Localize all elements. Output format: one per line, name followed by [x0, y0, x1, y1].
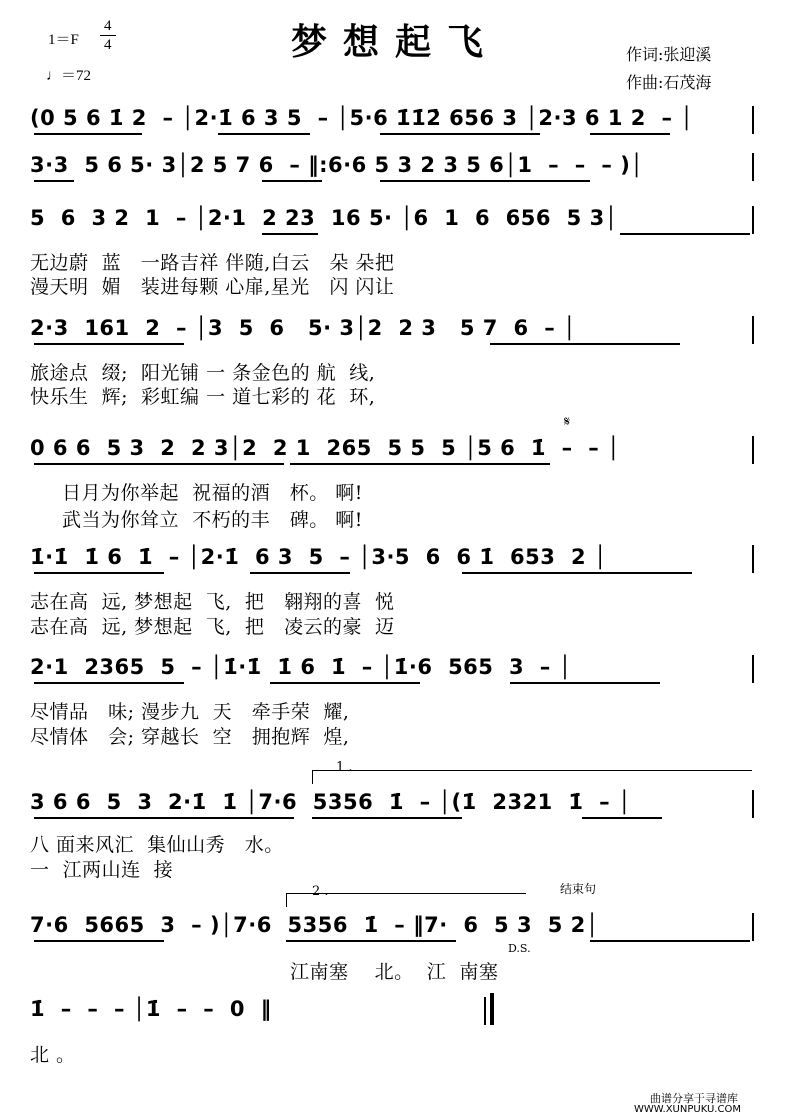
lyricist-credit: 作词:张迎溪 [626, 45, 712, 64]
barline [752, 655, 754, 683]
tempo-marking: ♩＝72 [46, 68, 92, 84]
music-line-4: 2·3 161 2 – │3 5 6 5· 3│2 2 3 5 7 6 – │ [30, 316, 577, 340]
beam-line [34, 682, 184, 684]
volta-2-bracket-left [286, 893, 287, 907]
footer-url: WWW.XUNPUKU.COM [634, 1104, 741, 1115]
volta-1-bracket [312, 770, 752, 771]
beam-line [312, 817, 462, 819]
lyric-v2-row1: 漫天明 媚 装进每颗 心扉,星光 闪 闪让 [30, 276, 395, 298]
music-line-3: 5 6 3 2 1 – │2·1 2 23 16 5· │6 1 6 656 5 3│ [30, 206, 618, 230]
song-title: 梦想起飞 [290, 21, 499, 63]
time-signature-top: 4 [104, 18, 112, 34]
beam-line [34, 817, 294, 819]
beam-line [380, 180, 590, 182]
beam-line [590, 133, 670, 135]
beam-line [262, 180, 322, 182]
lyric-v1-row2: 旅途点 缀; 阳光铺 一 条金色的 航 线, [30, 362, 376, 384]
beam-line [270, 682, 420, 684]
lyric-v1-row6: 八 面来风汇 集仙山秀 水。 [30, 834, 284, 856]
beam-line [218, 133, 310, 135]
volta-2-label: 2 . [312, 884, 329, 899]
ds-marking: D.S. [508, 942, 531, 955]
beam-line [34, 463, 284, 465]
music-line-2: 3·3 5 6 5· 3│2 5 7 6 – ‖:6·6 5 3 2 3 5 6│1 – – – )│ [30, 153, 644, 177]
final-barline [484, 997, 486, 1025]
lyric-v2-row4: 志在高 远, 梦想起 飞, 把 凌云的豪 迈 [30, 616, 395, 638]
segno-mark: 𝄋 [564, 414, 571, 430]
barline [752, 790, 754, 818]
lyric-v1-row1: 无边蔚 蓝 一路吉祥 伴随,白云 朵 朵把 [30, 252, 395, 274]
lyric-row7: 江南塞 北。 江 南塞 [290, 961, 499, 983]
beam-line [620, 233, 750, 235]
beam-line [34, 940, 164, 942]
ending-phrase-label: 结束句 [560, 882, 597, 896]
barline [752, 545, 754, 573]
final-barline-thick [490, 993, 494, 1025]
composer-credit: 作曲:石茂海 [626, 73, 712, 92]
barline [752, 206, 754, 234]
volta-1-bracket-left [312, 770, 313, 784]
barline [752, 106, 754, 134]
beam-line [290, 463, 550, 465]
music-line-7: 2·1 2365 5 – │1̇·1̇ 1̇ 6 1̇ – │1̇·6 565 3 – │ [30, 655, 572, 679]
lyric-v1-row4: 志在高 远, 梦想起 飞, 把 翱翔的喜 悦 [30, 591, 395, 613]
beam-line [34, 343, 184, 345]
time-signature-bottom: 4 [104, 37, 112, 53]
lyric-v2-row5: 尽情体 会; 穿越长 空 拥抱辉 煌, [30, 726, 350, 748]
lyric-v1-row5: 尽情品 味; 漫步九 天 牵手荣 耀, [30, 701, 350, 723]
volta-1-label: 1 . [336, 760, 353, 775]
beam-line [490, 343, 680, 345]
music-line-1: (0 5 6 1̇ 2 – │2·1̇ 6 3 5 – │5·6 1̇1̇2̇ 656 3 │2·3 6 1 2 – │ [30, 106, 694, 130]
time-signature-divider [100, 35, 116, 36]
beam-line [286, 940, 456, 942]
footer-source: 曲谱分享于寻谱库 [650, 1092, 738, 1105]
music-line-6: 1̇·1̇ 1̇ 6 1̇ – │2·1̇ 6 3 5 – │3·5 6 6 1̇ 653 2 │ [30, 545, 608, 569]
beam-line [380, 133, 540, 135]
beam-line [34, 133, 142, 135]
music-line-8: 3 6 6 5 3 2·1̇ 1̇ │7·6 5356 1̇ – │(1̇ 2321 1̇ – │ [30, 790, 632, 814]
lyric-v2-row2: 快乐生 辉; 彩虹编 一 道七彩的 花 环, [30, 386, 376, 408]
lyric-v2-row3: 武当为你耸立 不朽的丰 碑。 啊! [62, 509, 363, 531]
barline [752, 913, 754, 941]
music-line-5: 0 6 6 5 3 2 2 3│2 2 1 265 5 5 5 │5 6 1̇ – – │ [30, 436, 621, 460]
barline [752, 436, 754, 464]
lyric-v1-row3: 日月为你举起 祝福的酒 杯。 啊! [62, 482, 363, 504]
key-signature: 1＝F [48, 32, 79, 48]
beam-line [34, 572, 164, 574]
beam-line [262, 233, 318, 235]
music-line-9: 7·6 5665 3 – )│7·6 5356 1̇ – ‖7· 6 5 3 5 2│ [30, 913, 599, 937]
lyric-v2-row6: 一 江两山连 接 [30, 859, 174, 881]
beam-line [34, 180, 74, 182]
beam-line [582, 817, 662, 819]
beam-line [250, 572, 350, 574]
beam-line [510, 682, 660, 684]
beam-line [462, 572, 692, 574]
barline [752, 316, 754, 344]
music-line-10: 1̇ – – – │1̇ – – 0 ‖ [30, 997, 272, 1021]
beam-line [590, 940, 750, 942]
lyric-row8: 北 。 [30, 1044, 76, 1066]
barline [752, 153, 754, 181]
